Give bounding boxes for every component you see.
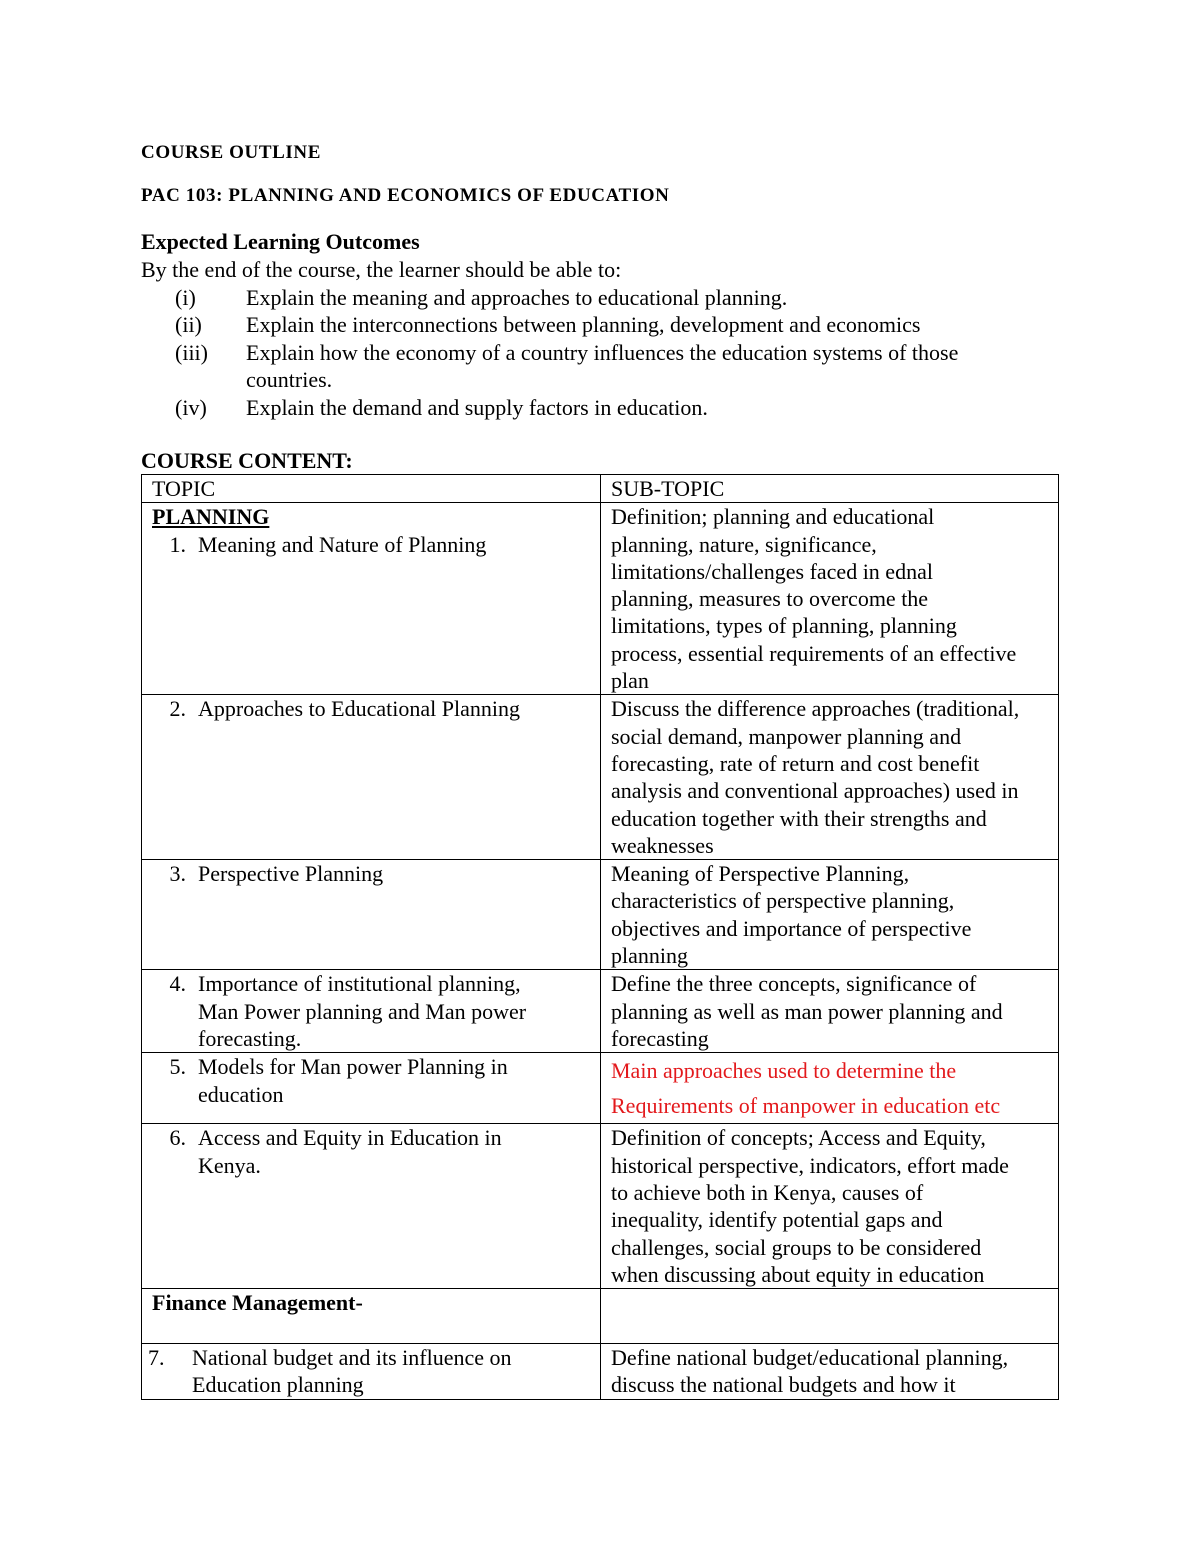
topic-number: 4. (169, 971, 186, 997)
outcome-number: (iii) (175, 340, 208, 365)
content-heading: COURSE CONTENT: (141, 448, 353, 473)
subtopic-cell: Definition of concepts; Access and Equity, historical perspective, indicators, effort made to achieve both in Kenya, causes of inequality, identify potential gaps and challenges, social groups to be considered when discussing about equity in education (601, 1124, 1059, 1289)
column-header-subtopic: SUB-TOPIC (601, 475, 1059, 503)
column-header-topic: TOPIC (142, 475, 601, 503)
topic-cell (142, 695, 601, 860)
topic-item (152, 1124, 592, 1179)
table-row (142, 503, 1059, 695)
subtopic-cell: Meaning of Perspective Planning, characteristics of perspective planning, objectives and importance of perspective planning (601, 860, 1059, 970)
topic-cell (142, 1344, 601, 1400)
topic-text: Meaning and Nature of Planning (198, 531, 487, 557)
course-content-table (141, 474, 1059, 1400)
course-title: PAC 103: PLANNING AND ECONOMICS OF EDUCATION (141, 185, 670, 206)
outcomes-heading: Expected Learning Outcomes (141, 229, 420, 254)
subtopic-cell: Discuss the difference approaches (traditional, social demand, manpower planning and forecasting, rate of return and cost benefit analysis and conventional approaches) used in education together with their strengths and weaknesses (601, 695, 1059, 860)
document-title: COURSE OUTLINE (141, 142, 321, 163)
subtopic-cell: Define national budget/educational planning, discuss the national budgets and how it (601, 1344, 1059, 1400)
table-row (142, 970, 1059, 1053)
outcome-number: (ii) (175, 312, 202, 337)
subtopic-cell: Define the three concepts, significance of planning as well as man power planning and forecasting (601, 970, 1059, 1053)
outcome-text: countries. (246, 367, 333, 392)
topic-number: 5. (169, 1054, 186, 1080)
topic-cell (142, 503, 601, 695)
table-header-row (142, 475, 1059, 503)
topic-item (152, 695, 592, 722)
topic-cell (142, 1289, 601, 1344)
subtopic-cell-highlighted (601, 1053, 1059, 1124)
topic-text: Models for Man power Planning in education (198, 1054, 508, 1107)
outcome-text: Explain the interconnections between planning, development and economics (246, 312, 921, 337)
highlighted-text: Main approaches used to determine the (611, 1058, 957, 1084)
outcome-number: (iv) (175, 395, 207, 420)
table-row (142, 1124, 1059, 1289)
topic-number: 2. (169, 696, 186, 722)
topic-item (152, 1053, 592, 1108)
topic-item (152, 531, 592, 558)
table-row (142, 1289, 1059, 1344)
section-finance: Finance Management- (152, 1290, 363, 1316)
subtopic-cell-empty (601, 1289, 1059, 1344)
topic-text: Access and Equity in Education in Kenya. (198, 1125, 502, 1178)
outcome-text: Explain the meaning and approaches to educational planning. (246, 285, 788, 310)
table-row (142, 860, 1059, 970)
topic-text: Perspective Planning (198, 861, 384, 887)
outcome-number: (i) (175, 285, 196, 310)
topic-number: 6. (169, 1125, 186, 1151)
topic-number: 7. (148, 1345, 165, 1371)
outcome-text: Explain how the economy of a country influences the education systems of those (246, 340, 959, 365)
topic-number: 3. (169, 861, 186, 887)
topic-item (152, 970, 592, 1052)
topic-item (148, 1344, 592, 1399)
topic-cell (142, 1053, 601, 1124)
table-row (142, 1344, 1059, 1400)
topic-item (152, 860, 592, 887)
outcome-text: Explain the demand and supply factors in education. (246, 395, 708, 420)
topic-text: Approaches to Educational Planning (198, 696, 520, 722)
subtopic-cell: Definition; planning and educational planning, nature, significance, limitations/challenges faced in ednal planning, measures to overcome the limitations, types of planning, planning process, essential requirements of an effective plan (601, 503, 1059, 695)
table-row (142, 1053, 1059, 1124)
topic-text: Importance of institutional planning, Man Power planning and Man power forecasting. (198, 971, 527, 1051)
table-row (142, 695, 1059, 860)
topic-number: 1. (169, 531, 186, 557)
topic-cell (142, 1124, 601, 1289)
topic-cell (142, 970, 601, 1053)
topic-text: National budget and its influence on Education planning (192, 1345, 512, 1398)
outcomes-intro: By the end of the course, the learner should be able to: (141, 257, 622, 282)
topic-cell (142, 860, 601, 970)
highlighted-text: Requirements of manpower in education etc (611, 1093, 1001, 1119)
section-planning: PLANNING (152, 504, 270, 530)
